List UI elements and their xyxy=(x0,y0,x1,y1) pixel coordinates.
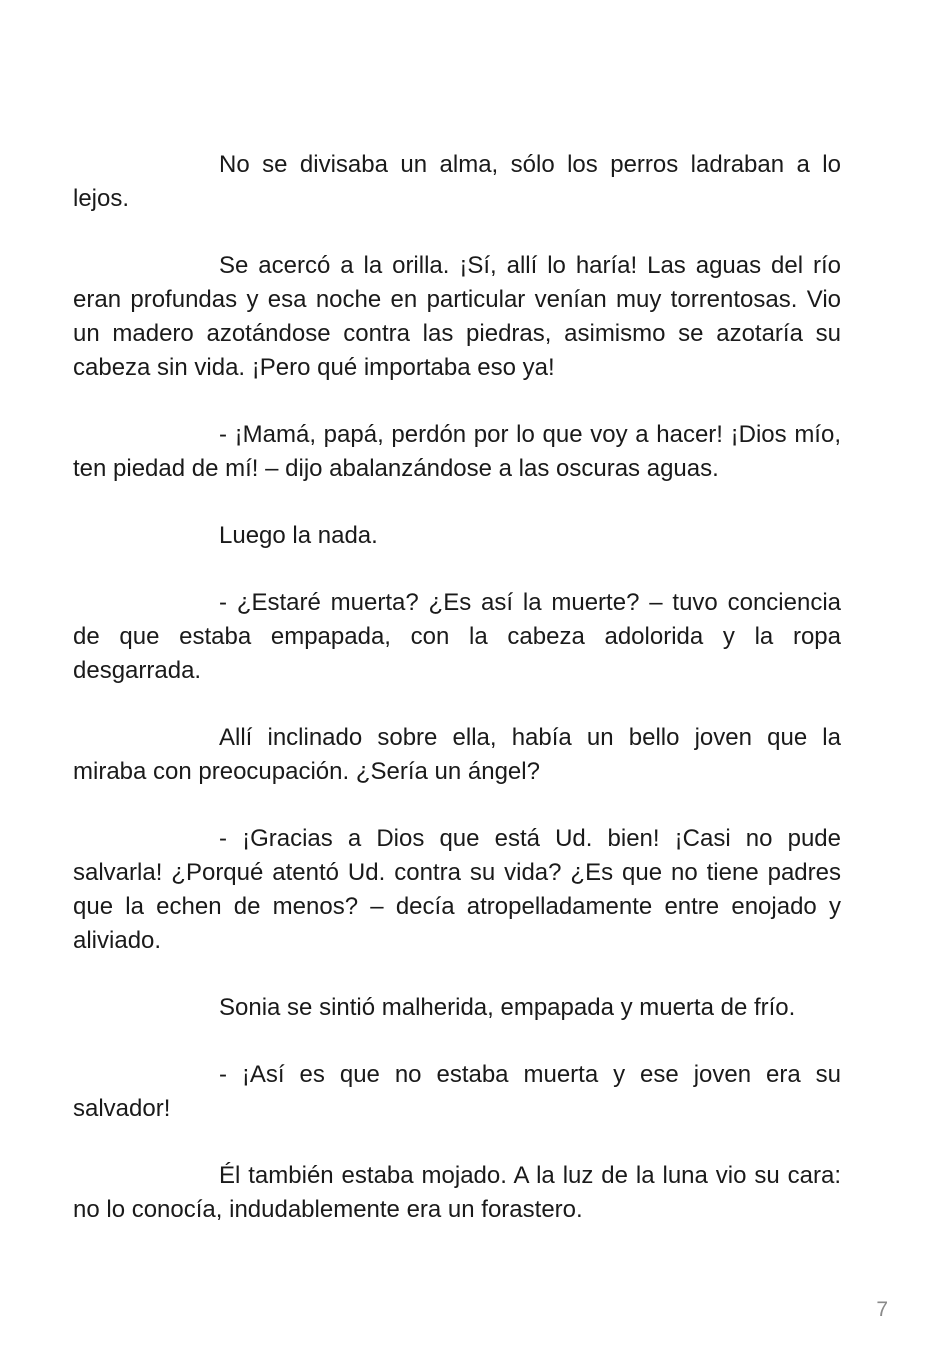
paragraph-5: - ¿Estaré muerta? ¿Es así la muerte? – tuvo conciencia de que estaba empapada, con la cabeza adolorida y la ropa desgarrada. xyxy=(73,589,841,684)
paragraph-4: Luego la nada. xyxy=(219,522,378,549)
paragraph-6: Allí inclinado sobre ella, había un bello joven que la miraba con preocupación. ¿Sería un ángel? xyxy=(73,724,841,785)
paragraph-8: Sonia se sintió malherida, empapada y muerta de frío. xyxy=(219,994,796,1021)
paragraph-2: Se acercó a la orilla. ¡Sí, allí lo haría! Las aguas del río eran profundas y esa noche en particular venían muy torrentosas. Vio un madero azotándose contra las piedras, asimismo se azotaría su cabeza sin vida. ¡Pero qué importaba eso ya! xyxy=(73,252,841,381)
paragraph-9: - ¡Así es que no estaba muerta y ese joven era su salvador! xyxy=(73,1061,841,1122)
paragraph-10: Él también estaba mojado. A la luz de la luna vio su cara: no lo conocía, indudablemente era un forastero. xyxy=(73,1162,841,1223)
paragraph-7: - ¡Gracias a Dios que está Ud. bien! ¡Casi no pude salvarla! ¿Porqué atentó Ud. contra su vida? ¿Es que no tiene padres que la echen de menos? – decía atropelladamente entre enojado y aliviado. xyxy=(73,825,841,954)
body-text xyxy=(73,148,841,1260)
paragraph-1: No se divisaba un alma, sólo los perros ladraban a lo lejos. xyxy=(73,151,841,212)
paragraph-3: - ¡Mamá, papá, perdón por lo que voy a hacer! ¡Dios mío, ten piedad de mí! – dijo abalanzándose a las oscuras aguas. xyxy=(73,421,841,482)
page-number: 7 xyxy=(876,1298,888,1321)
